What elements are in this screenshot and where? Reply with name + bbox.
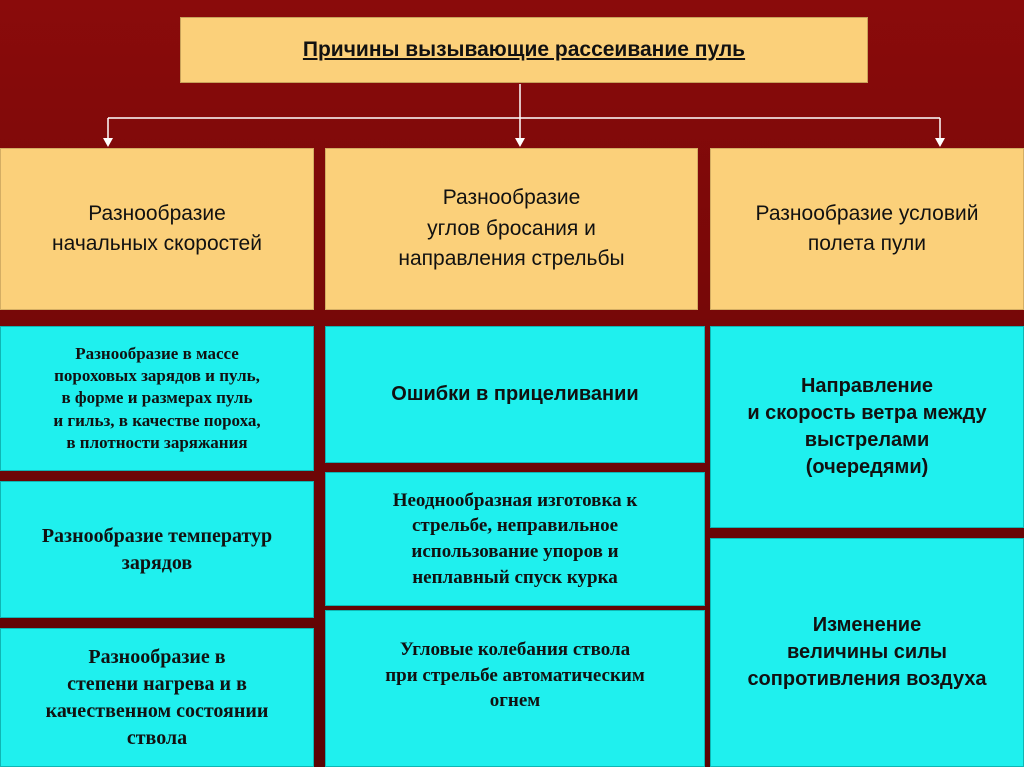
arrow-center <box>515 138 525 147</box>
category-initial-velocity: Разнообразие начальных скоростей <box>0 148 314 310</box>
cause-wind: Направление и скорость ветра между выстрелами (очередями) <box>710 326 1024 528</box>
cause-barrel-heating: Разнообразие в степени нагрева и в качественном состоянии ствола <box>0 628 314 767</box>
cause-charge-temperature: Разнообразие температур зарядов <box>0 481 314 618</box>
cause-firing-position: Неоднообразная изготовка к стрельбе, неправильное использование упоров и неплавный спуск курка <box>325 472 705 606</box>
cause-barrel-oscillation: Угловые колебания ствола при стрельбе автоматическим огнем <box>325 610 705 767</box>
cause-charge-mass: Разнообразие в массе пороховых зарядов и пуль, в форме и размерах пуль и гильз, в качестве пороха, в плотности заряжания <box>0 326 314 471</box>
cause-aiming-errors: Ошибки в прицеливании <box>325 326 705 463</box>
arrow-left <box>103 138 113 147</box>
category-flight-conditions: Разнообразие условий полета пули <box>710 148 1024 310</box>
cause-air-resistance: Изменение величины силы сопротивления воздуха <box>710 538 1024 767</box>
category-throw-angles: Разнообразие углов бросания и направления стрельбы <box>325 148 698 310</box>
title-text: Причины вызывающие рассеивание пуль <box>302 38 746 61</box>
diagram-title <box>180 17 868 83</box>
arrow-right <box>935 138 945 147</box>
